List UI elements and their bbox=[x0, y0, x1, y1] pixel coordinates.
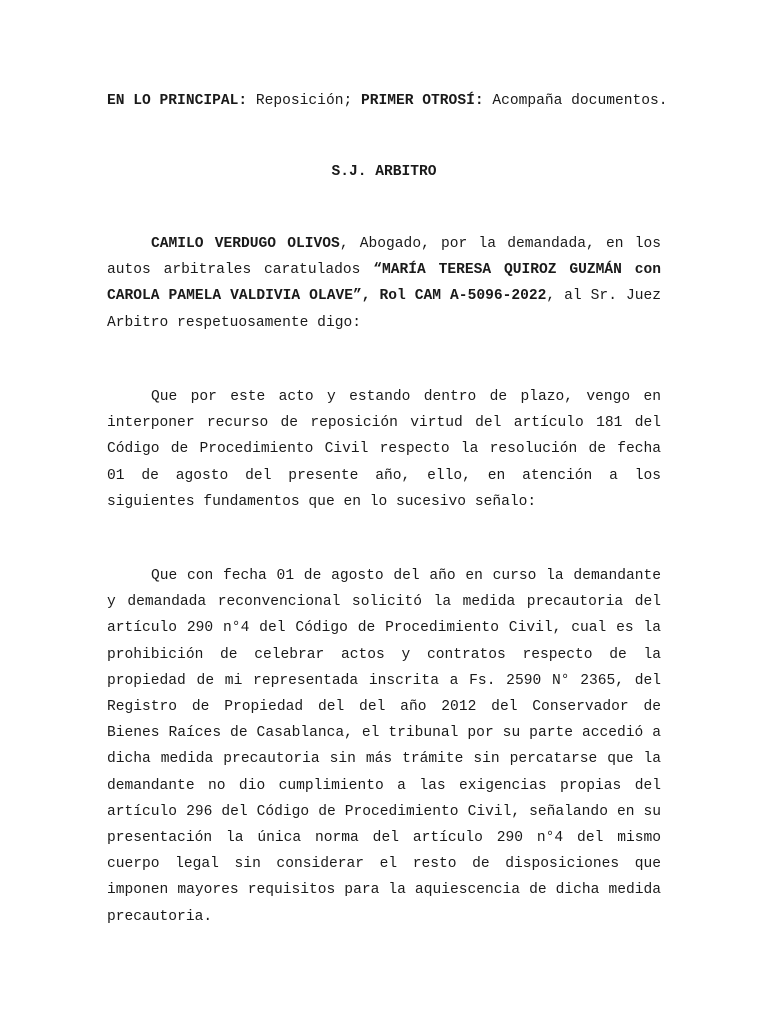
document-heading bbox=[107, 91, 667, 111]
case-title: “MARÍA TERESA QUIROZ GUZMÁN con CAROLA PAMELA VALDIVIA OLAVE”, Rol CAM A-5096-2022 bbox=[107, 262, 661, 305]
paragraph-appeal-text: Que por este acto y estando dentro de plazo, vengo en interponer recurso de reposición virtud del artículo 181 del Código de Procedimiento Civil respecto la resolución de fecha 01 de agosto del presente año, ello, en atención a los siguientes fundamentos que en lo sucesivo señalo: bbox=[107, 389, 661, 510]
intro-text-1: , Abogado, por la demandada, en los autos arbitrales caratulados bbox=[107, 236, 661, 279]
heading-label-otrosi: PRIMER OTROSÍ: bbox=[360, 93, 484, 109]
addressee: S.J. ARBITRO bbox=[331, 164, 437, 180]
intro-text-2: , al Sr. Juez Arbitro respetuosamente digo: bbox=[107, 288, 661, 331]
paragraph-grounds bbox=[107, 563, 661, 930]
heading-label-principal: EN LO PRINCIPAL: bbox=[107, 93, 248, 109]
paragraph-grounds-text: Que con fecha 01 de agosto del año en curso la demandante y demandada reconvencional solicitó la medida precautoria del artículo 290 n°4 del Código de Procedimiento Civil, cual es la prohibición de celebrar actos y contratos respecto de la propiedad de mi representada inscrita a Fs. 2590 N° 2365, del Registro de Propiedad del del año 2012 del Conservador de Bienes Raíces de Casablanca, el tribunal por su parte accedió a dicha medida precautoria sin más trámite sin percatarse que la demandante no dio cumplimiento a las exigencias propias del artículo 296 del Código de Procedimiento Civil, señalando en su presentación la única norma del artículo 290 n°4 del mismo cuerpo legal sin considerar el resto de disposiciones que imponen mayores requisitos para la aquiescencia de dicha medida precautoria. bbox=[107, 568, 661, 925]
heading-text-principal: Reposición; bbox=[247, 93, 361, 109]
heading-text-otrosi: Acompaña documentos. bbox=[483, 93, 668, 109]
paragraph-intro bbox=[107, 231, 661, 336]
paragraph-appeal bbox=[107, 384, 661, 515]
lawyer-name: CAMILO VERDUGO OLIVOS bbox=[151, 236, 340, 252]
